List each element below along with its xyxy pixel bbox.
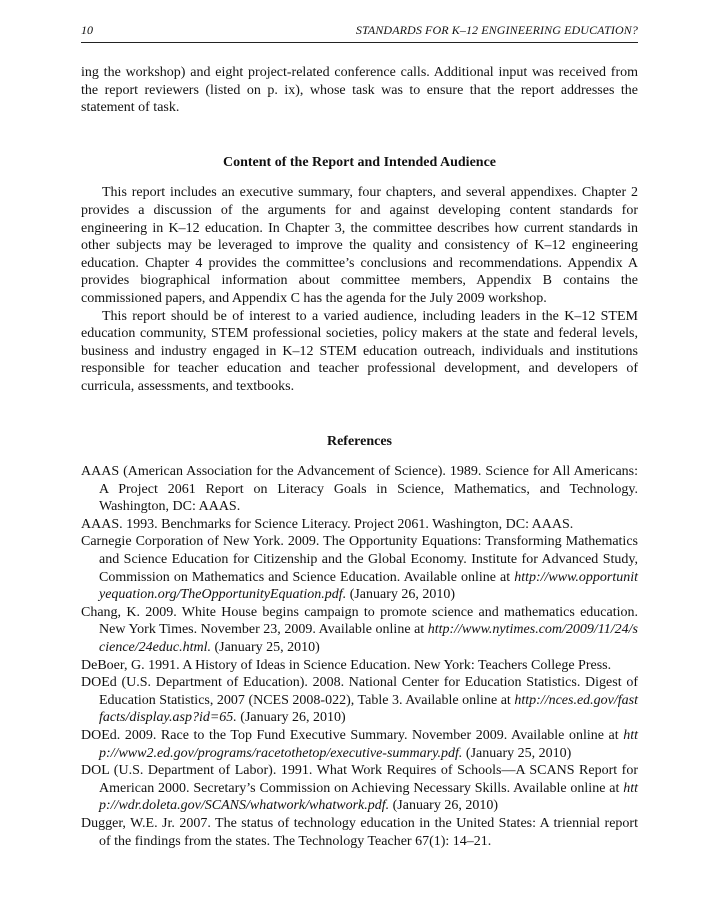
reference-text: DeBoer, G. 1991. A History of Ideas in Science Education. New York: Teachers College Press. (81, 657, 612, 673)
reference-url[interactable]: http://wdr.doleta.gov/SCANS/whatwork/whatwork.pdf. (99, 780, 639, 814)
reference-date: (January 26, 2010) (392, 798, 498, 814)
header-rule (81, 42, 638, 43)
reference-url[interactable]: http://nces.ed.gov/fastfacts/display.asp?id=65. (99, 692, 639, 726)
reference-item (81, 657, 638, 675)
reference-date: (January 25, 2010) (465, 745, 572, 761)
section-heading-references: References (326, 433, 393, 449)
reference-text: AAAS (American Association for the Advancement of Science). 1989. Science for All Americans: A Project 2061 Report on Literacy Goals in Science, Mathematics, and Technology. Washington, DC: AAAS. (81, 464, 638, 515)
reference-item (81, 727, 638, 762)
reference-text: Dugger, W.E. Jr. 2007. The status of technology education in the United States: A triennial report of the findings from the states. The Technology Teacher 67(1): 14–21. (81, 815, 638, 849)
reference-item (81, 674, 638, 727)
reference-item (81, 463, 638, 516)
reference-url[interactable]: http://www.nytimes.com/2009/11/24/science/24educ.html. (99, 622, 638, 656)
body-text (81, 64, 638, 850)
reference-url[interactable]: http://www.opportunityequation.org/TheOpportunityEquation.pdf. (99, 569, 638, 603)
reference-text: AAAS. 1993. Benchmarks for Science Literacy. Project 2061. Washington, DC: AAAS. (81, 516, 574, 532)
page-number: 10 (81, 23, 93, 37)
reference-item (81, 762, 638, 815)
content-paragraph-2: This report should be of interest to a varied audience, including leaders in the K–12 STEM education community, STEM professional societies, policy makers at the state and federal levels, business and industry engaged in K–12 STEM education outreach, individuals and institutions responsible for teacher education and teacher professional development, and developers of curricula, assessments, and textbooks. (81, 308, 638, 394)
reference-text: DOEd. 2009. Race to the Top Fund Executive Summary. November 2009. Available online at (81, 728, 619, 743)
reference-url[interactable]: http://www2.ed.gov/programs/racetothetop/executive-summary.pdf. (99, 728, 638, 761)
reference-date: (January 26, 2010) (240, 710, 346, 726)
reference-item (81, 516, 638, 534)
reference-item (81, 533, 638, 603)
running-title: STANDARDS FOR K–12 ENGINEERING EDUCATION? (355, 23, 638, 37)
reference-date: (January 25, 2010) (214, 640, 320, 656)
reference-date: (January 26, 2010) (349, 587, 456, 603)
reference-text: DOEd (U.S. Department of Education). 2008. National Center for Education Statistics. Digest of Education Statistics, 2007 (NCES 2008-022), Table 3. Available online at (81, 675, 638, 708)
section-heading-content: Content of the Report and Intended Audience (222, 154, 496, 170)
reference-text: DOL (U.S. Department of Labor). 1991. What Work Requires of Schools—A SCANS Report for American 2000. Secretary’s Commission on Achieving Necessary Skills. Available online at (81, 763, 638, 796)
reference-item (81, 815, 638, 850)
reference-list (81, 463, 638, 850)
reference-text: Chang, K. 2009. White House begins campaign to promote science and mathematics education. New York Times. November 23, 2009. Available online at (81, 604, 638, 638)
running-header (81, 21, 638, 39)
content-paragraph-1: This report includes an executive summary, four chapters, and several appendixes. Chapter 2 provides a discussion of the arguments for and against developing content standards for engineering in K–12 education. In Chapter 3, the committee describes how current standards in other subjects may be leveraged to improve the quality and consistency of K–12 engineering education. Chapter 4 provides the committee’s conclusions and recommendations. Appendix A provides biographical information about committee members, Appendix B contains the commissioned papers, and Appendix C has the agenda for the July 2009 workshop. (81, 185, 638, 306)
reference-item (81, 604, 638, 657)
intro-paragraph: ing the workshop) and eight project-related conference calls. Additional input was received from the report reviewers (listed on p. ix), whose task was to ensure that the report addresses the statement of task. (81, 65, 638, 116)
reference-text: Carnegie Corporation of New York. 2009. The Opportunity Equations: Transforming Mathematics and Science Education for Citizenship and the Global Economy. Institute for Advanced Study, Commission on Mathematics and Science Education. Available online at (81, 534, 638, 585)
